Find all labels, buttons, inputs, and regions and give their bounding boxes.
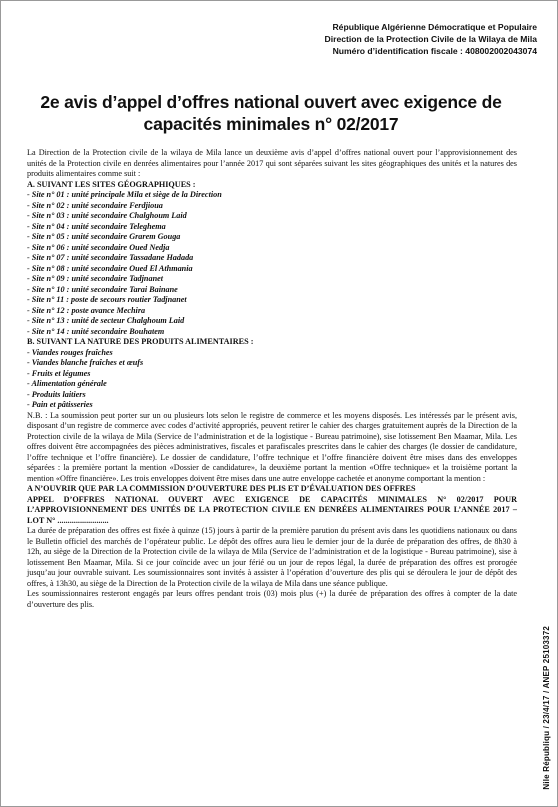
- nb-paragraph: N.B. : La soumission peut porter sur un ou plusieurs lots selon le registre de commerce et les moyens disposés. Les intéressés par le présent avis, disposant d’un registre de commerce avec codes d’activité appropriés, peuvent retirer le cahier des charges gratuitement auprès de la Direction de la Protection civile de la wilaya de Mila (Service de l’administration et de la logistique - Bureau patrimoine), sise lotissement Ben Maamar, Mila. Les offres doivent être accompagnées des pièces administratives, fiscales et parafiscales prescrites dans le cahier des charges (le dossier de candidature, l’offre technique et l’offre financière). Le dossier de candidature, l’offre technique et l’offre financière doivent être mises dans des enveloppes séparées : la première portant la mention «Dossier de candidature», la deuxième portant la mention «Offre technique» et la troisième portant la mention «Offre financière». Les trois enveloppes doivent être mises dans une autre enveloppe cachetée et anonyme comportant la mention :: [27, 410, 517, 483]
- site-item: - Site n° 01 : unité principale Mila et siège de la Direction: [27, 190, 222, 199]
- publication-reference: Nile Républiqu / 23/4/17 / ANEP 25103372: [542, 626, 551, 790]
- product-item: - Pain et pâtisseries: [27, 400, 93, 409]
- duration-paragraph: La durée de préparation des offres est fixée à quinze (15) jours à partir de la première parution du présent avis dans les quotidiens nationaux ou dans le Bulletin officiel des marchés de l’opérateur public. Le dépôt des offres aura lieu le dernier jour de la durée de préparation des offres, de 8h30 à 12h, au siège de la Direction de la Protection civile de la wilaya de Mila (Service de l’administration et de la logistique - Bureau patrimoine), sise à lotissement Ben Maamar, Mila. Si ce jour coïncide avec un jour férié ou un jour de repos légal, la durée de préparation des offres est prorogée jusqu’au jour ouvrable suivant. Les soumissionnaires sont invités à assister à l’opération d’ouverture des plis qui se déroulera le jour de dépôt des offres, à 13h30, au siège de la Direction de la Protection civile de la wilaya de Mila dans une séance publique.: [27, 526, 517, 588]
- tender-reference-mention: APPEL D’OFFRES NATIONAL OUVERT AVEC EXIGENCE DE CAPACITÉS MINIMALES N° 02/2017 POUR L’APPROVISIONNEMENT DES UNITÉS DE LA PROTECTION CIVILE EN DENRÉES ALIMENTAIRES POUR L’ANNÉE 2017 – LOT N° .........................: [27, 494, 517, 525]
- section-b-heading: B. SUIVANT LA NATURE DES PRODUITS ALIMENTAIRES :: [27, 337, 254, 346]
- product-item: - Fruits et légumes: [27, 368, 91, 378]
- product-item: - Alimentation générale: [27, 379, 107, 388]
- commitment-paragraph: Les soumissionnaires resteront engagés par leurs offres pendant trois (03) mois plus (+) la durée de préparation des offres à compter de la date d’ouverture des plis.: [27, 589, 517, 609]
- site-item: - Site n° 13 : unité de secteur Chalghoum Laid: [27, 316, 185, 325]
- header-republic: République Algérienne Démocratique et Populaire: [332, 22, 537, 32]
- product-item: - Viandes rouges fraîches: [27, 347, 113, 357]
- site-item: - Site n° 08 : unité secondaire Oued El Athmania: [27, 263, 193, 273]
- products-list: [27, 348, 517, 411]
- site-item: - Site n° 09 : unité secondaire Tadjnanet: [27, 274, 164, 283]
- sites-list: [27, 190, 517, 337]
- issuer-header: [325, 21, 537, 57]
- intro-paragraph: La Direction de la Protection civile de la wilaya de Mila lance un deuxième avis d’appel d’offres national ouvert pour l’approvisionnement des unités de la Protection civile en denrées alimentaires pour l’année 2017 qui sont séparées suivant les sites géographiques des unités et la natures des produits alimentaires comme suit :: [27, 148, 517, 178]
- site-item: - Site n° 12 : poste avance Mechira: [27, 305, 146, 315]
- product-item: - Produits laitiers: [27, 389, 86, 399]
- header-tax-id: Numéro d’identification fiscale : 408002002043074: [332, 46, 537, 56]
- product-item: - Viandes blanche fraîches et œufs: [27, 358, 144, 367]
- notice-title: 2e avis d’appel d’offres national ouvert avec exigence de capacités minimales n° 02/2017: [40, 92, 502, 134]
- site-item: - Site n° 10 : unité secondaire Tarai Bainane: [27, 284, 178, 294]
- header-direction: Direction de la Protection Civile de la Wilaya de Mila: [324, 34, 537, 44]
- site-item: - Site n° 02 : unité secondaire Ferdjioua: [27, 200, 163, 210]
- envelope-mention: A N’OUVRIR QUE PAR LA COMMISSION D’OUVERTURE DES PLIS ET D’ÉVALUATION DES OFFRES: [27, 484, 416, 493]
- notice-body: [27, 148, 517, 610]
- site-item: - Site n° 04 : unité secondaire Teleghema: [27, 221, 166, 231]
- site-item: - Site n° 14 : unité secondaire Bouhatem: [27, 326, 165, 336]
- site-item: - Site n° 06 : unité secondaire Oued Nedja: [27, 242, 170, 252]
- site-item: - Site n° 07 : unité secondaire Tassadane Hadada: [27, 253, 194, 262]
- section-a-heading: A. SUIVANT LES SITES GÉOGRAPHIQUES :: [27, 179, 196, 189]
- site-item: - Site n° 03 : unité secondaire Chalghoum Laid: [27, 211, 187, 220]
- site-item: - Site n° 11 : poste de secours routier Tadjnanet: [27, 295, 187, 304]
- site-item: - Site n° 05 : unité secondaire Grarem Gouga: [27, 232, 181, 241]
